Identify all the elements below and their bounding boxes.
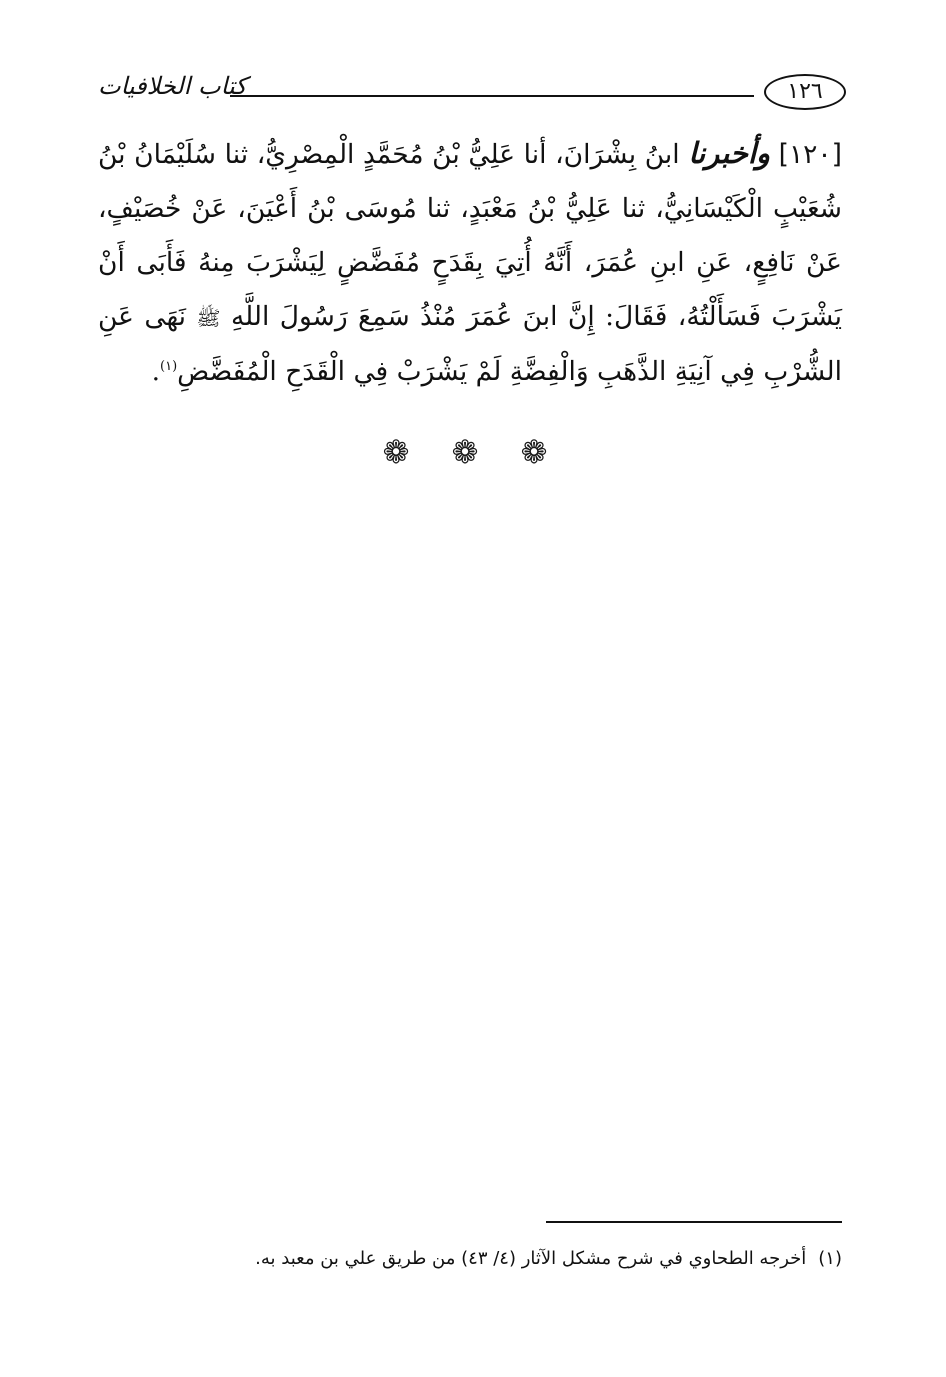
- lead-word: وأخبرنا: [688, 136, 770, 170]
- hadith-paragraph: [98, 126, 842, 399]
- hadith-number: [١٢٠]: [778, 139, 842, 170]
- book-title: كتاب الخلافيات: [98, 72, 247, 100]
- running-header: [98, 68, 846, 118]
- hadith-text-part1: ابنُ بِشْرَانَ، أنا عَلِيُّ بْنُ مُحَمَّدٍ الْمِصْرِيُّ، ثنا سُلَيْمَانُ بْنُ شُعَيْبٍ الْكَيْسَانِيُّ، ثنا عَلِيُّ بْنُ مَعْبَدٍ، ثنا مُوسَى بْنُ أَعْيَنَ، عَنْ خُصَيْفٍ، عَنْ نَافِعٍ، عَنِ ابنِ عُمَرَ، أَنَّهُ أُتِيَ بِقَدَحٍ مُفَضَّضٍ لِيَشْرَبَ مِنهُ فَأَبَى أَنْ يَشْرَبَ فَسَأَلْتُهُ، فَقَالَ: إِنَّ ابنَ عُمَرَ مُنْذُ سَمِعَ رَسُولَ اللَّهِ: [98, 139, 842, 332]
- footnote-separator: [546, 1221, 842, 1223]
- footnote-item: [98, 1244, 842, 1274]
- floral-ornament-icon: ❁ ❁ ❁: [382, 433, 564, 471]
- page-number-badge: ١٢٦: [764, 74, 846, 110]
- footnote-marker[interactable]: (١): [160, 359, 178, 375]
- footnote-text: أخرجه الطحاوي في شرح مشكل الآثار (٤/ ٤٣) من طريق علي بن معبد به.: [255, 1248, 807, 1269]
- footnote-number: (١): [818, 1248, 842, 1269]
- hadith-text-part2: نَهَى عَنِ الشُّرْبِ فِي آنِيَةِ الذَّهَبِ وَالْفِضَّةِ لَمْ يَشْرَبْ فِي الْقَدَحِ الْمُفَضَّضِ: [98, 301, 842, 387]
- honorific-icon: ﷺ: [196, 306, 221, 330]
- header-rule: [230, 95, 754, 97]
- closing-period: .: [151, 356, 161, 387]
